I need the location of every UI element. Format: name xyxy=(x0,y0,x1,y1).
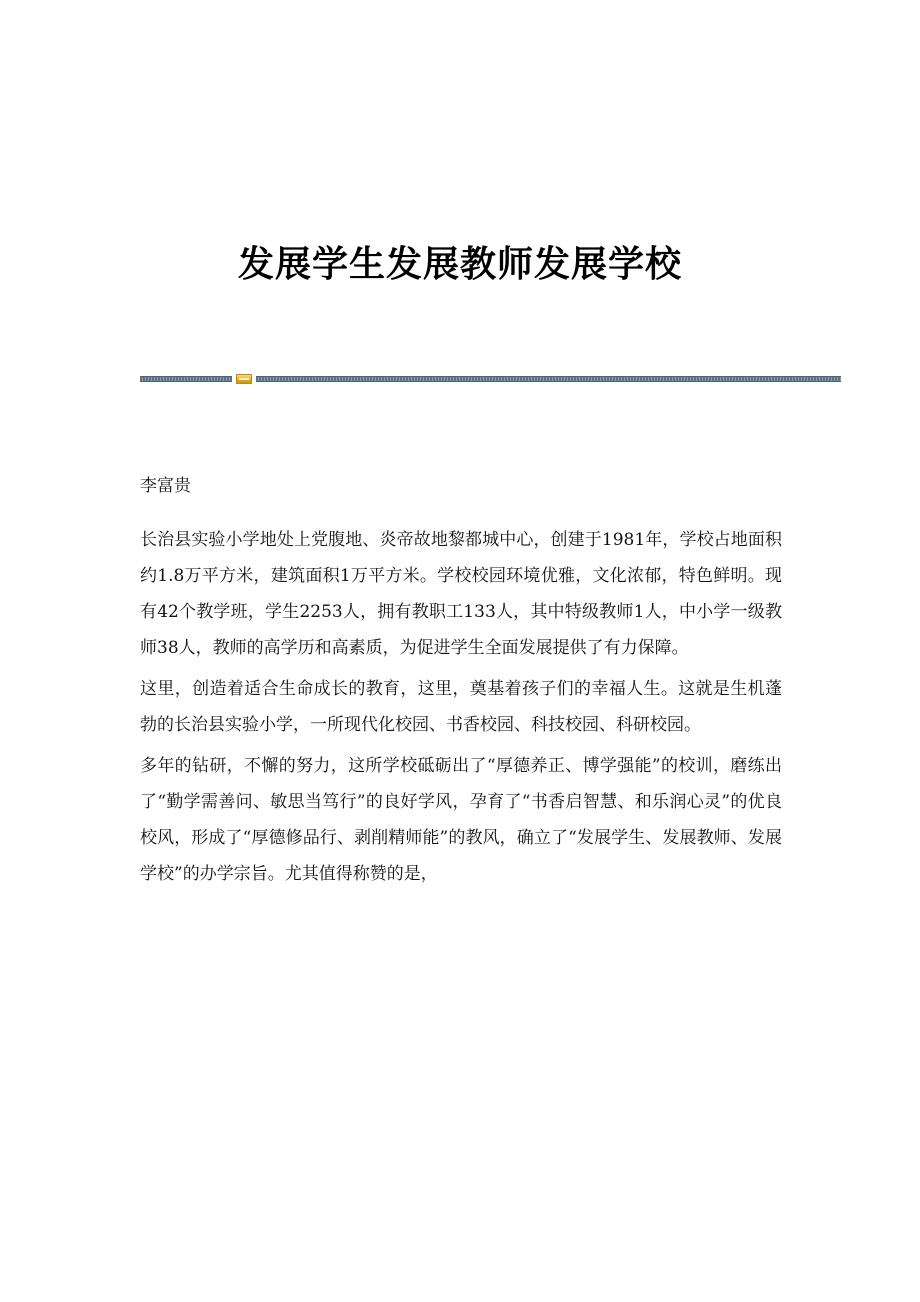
page-title: 发展学生发展教师发展学校 xyxy=(237,243,682,286)
divider-line-right xyxy=(256,376,841,382)
title-divider xyxy=(140,374,841,384)
article-body xyxy=(140,522,782,897)
divider-ornament-icon xyxy=(236,374,252,384)
paragraph-3: 多年的钻研，不懈的努力，这所学校砥砺出了“厚德养正、博学强能”的校训，磨练出了“勤学需善问、敏思当笃行”的良好学风，孕育了“书香启智慧、和乐润心灵”的优良校风，形成了“厚德修品行、剥削精师能”的教风，确立了“发展学生、发展教师、发展学校”的办学宗旨。尤其值得称赞的是， xyxy=(140,756,782,884)
author-name: 李富贵 xyxy=(140,476,191,496)
paragraph-1: 长治县实验小学地处上党腹地、炎帝故地黎都城中心，创建于1981年，学校占地面积约1.8万平方米，建筑面积1万平方米。学校校园环境优雅，文化浓郁，特色鲜明。现有42个教学班，学生2253人，拥有教职工133人，其中特级教师1人，中小学一级教师38人，教师的高学历和高素质，为促进学生全面发展提供了有力保障。 xyxy=(140,530,782,658)
paragraph-2: 这里，创造着适合生命成长的教育，这里，奠基着孩子们的幸福人生。这就是生机蓬勃的长治县实验小学，一所现代化校园、书香校园、科技校园、科研校园。 xyxy=(140,679,782,735)
divider-line-left xyxy=(140,376,232,382)
